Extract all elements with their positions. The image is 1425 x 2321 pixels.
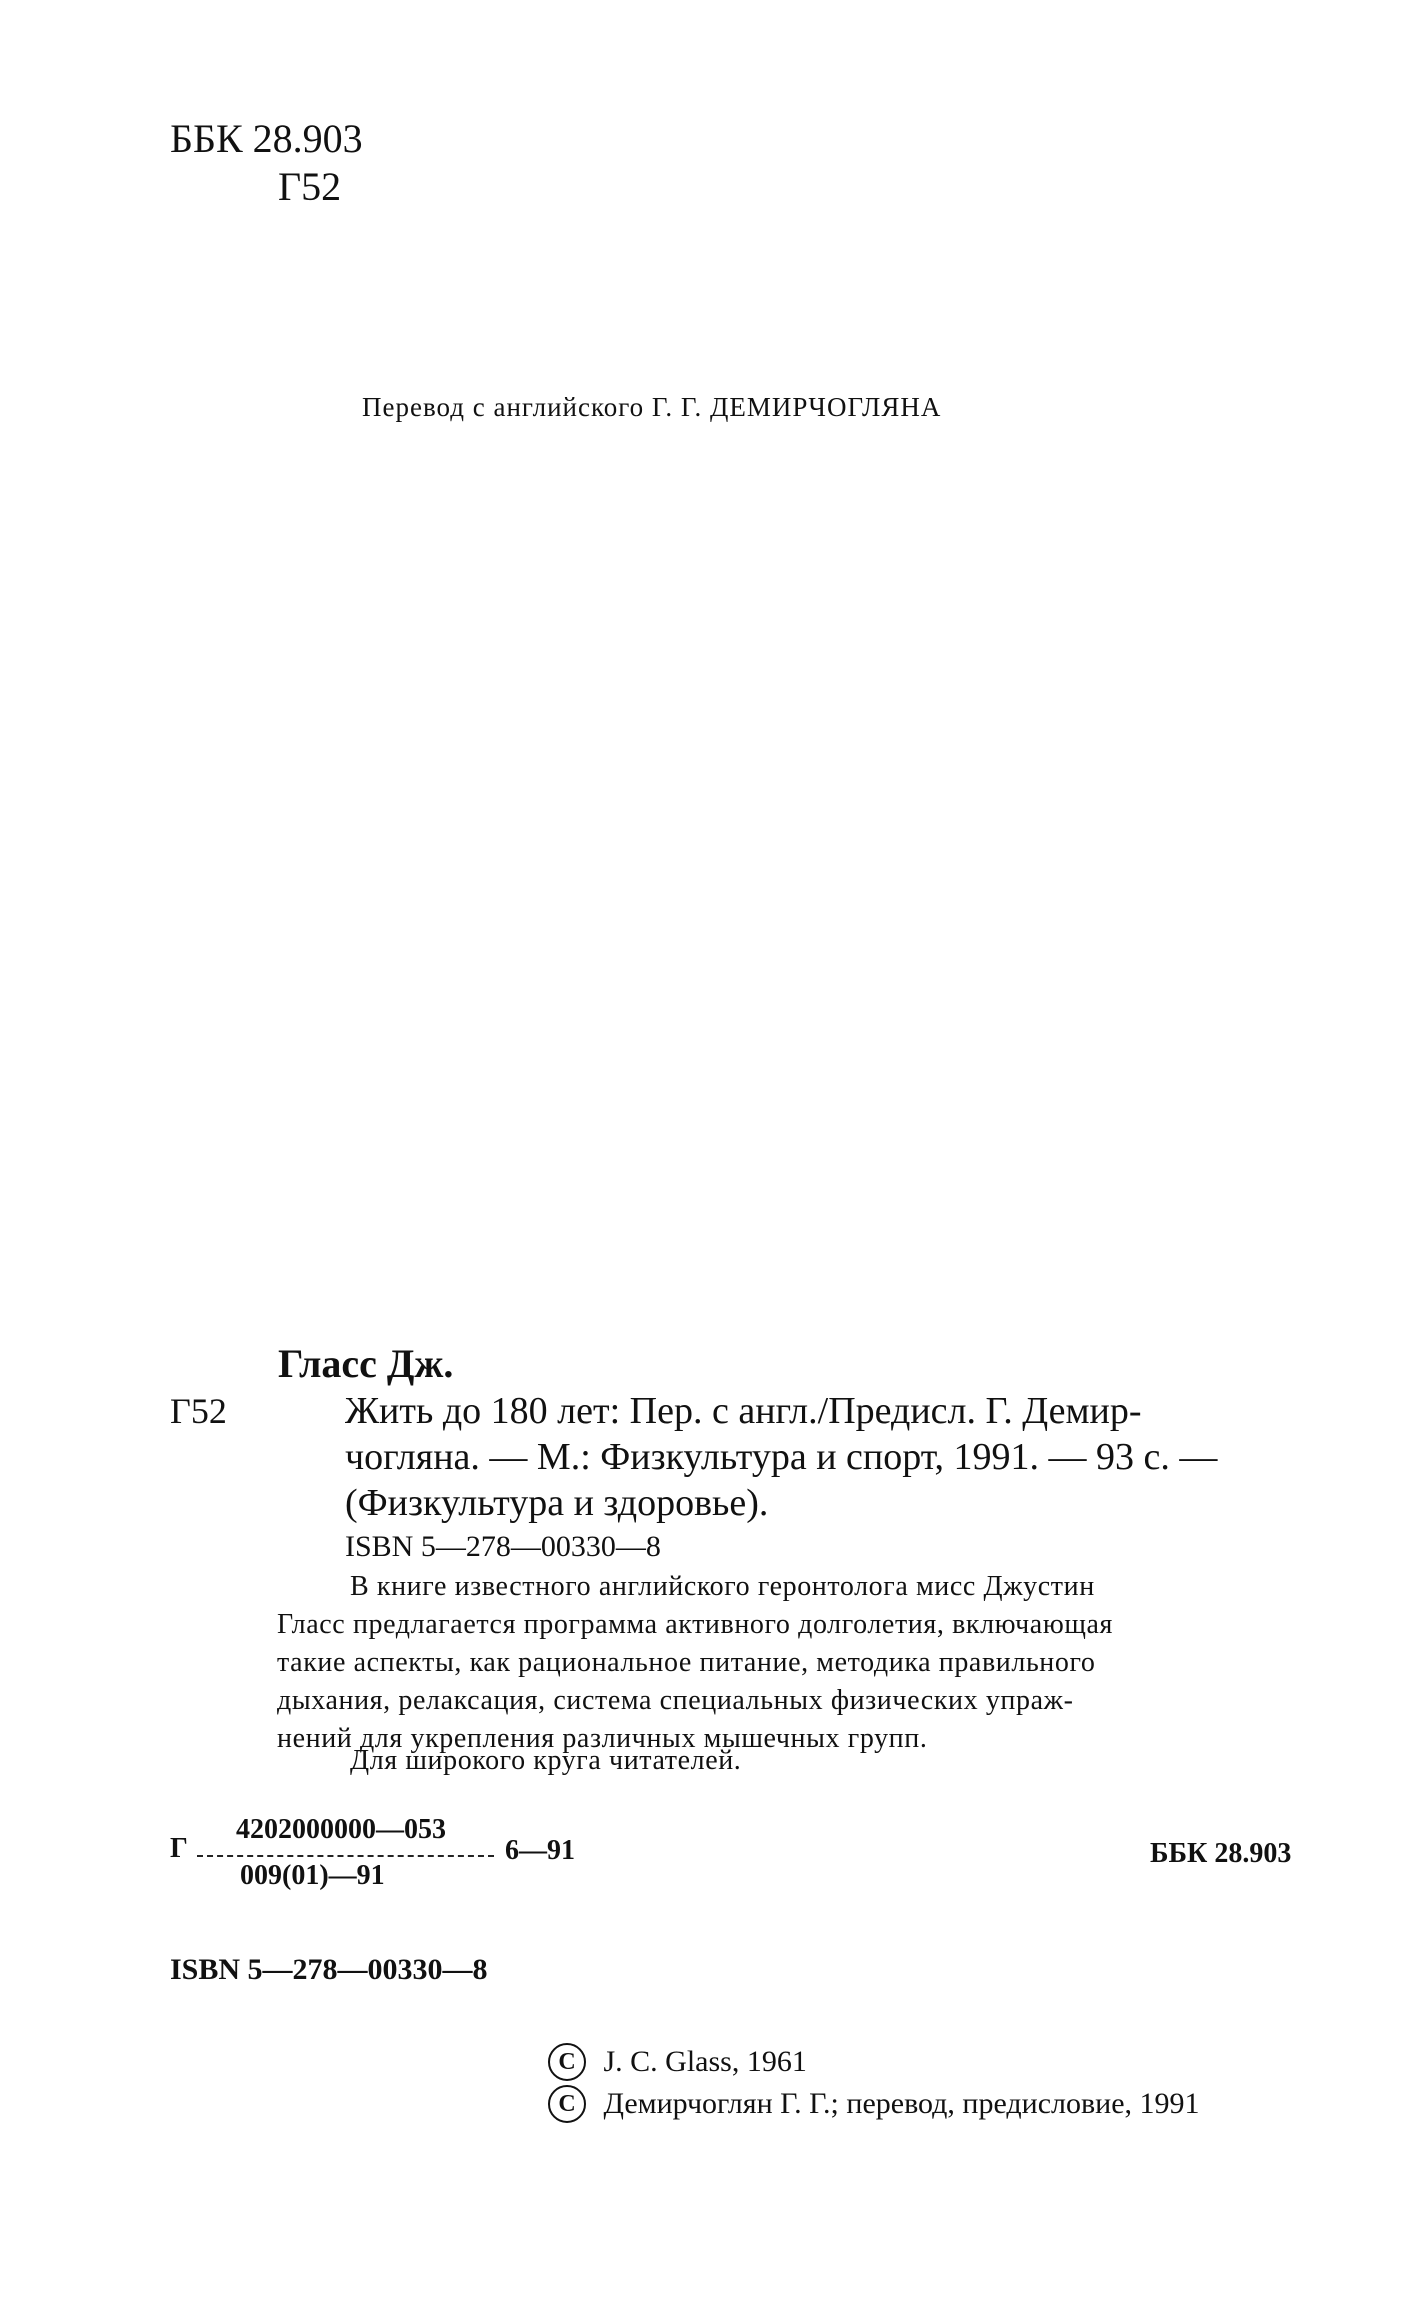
biblio-line: (Физкультура и здоровье).: [345, 1482, 769, 1524]
author-name: Гласс Дж.: [278, 1341, 454, 1386]
annotation-line: нений для укрепления различных мышечных групп.: [277, 1723, 928, 1754]
audience-note: Для широкого круга читателей.: [350, 1745, 742, 1776]
bbk-header: ББК 28.903: [170, 116, 363, 161]
classification-letter: Г: [170, 1833, 188, 1864]
isbn-footer: ISBN 5—278—00330—8: [170, 1953, 488, 1986]
annotation-line: такие аспекты, как рациональное питание, методика правильного: [277, 1647, 1096, 1678]
annotation-line: В книге известного английского геронтолога мисс Джустин: [350, 1571, 1095, 1602]
classification-numerator: 4202000000—053: [236, 1814, 446, 1845]
classification-suffix: 6—91: [505, 1835, 575, 1866]
biblio-line: чогляна. — М.: Физкультура и спорт, 1991. — 93 с. —: [345, 1436, 1218, 1478]
annotation-line: Гласс предлагается программа активного долголетия, включающая: [277, 1609, 1114, 1640]
copyright-icon: C: [548, 2043, 586, 2081]
copyright-icon: C: [548, 2085, 586, 2123]
author-code: Г52: [278, 164, 342, 209]
translator-credit: Перевод с английского Г. Г. ДЕМИРЧОГЛЯНА: [362, 392, 942, 422]
entry-index-code: Г52: [170, 1391, 227, 1431]
copyright-text: J. C. Glass, 1961: [603, 2045, 807, 2079]
annotation: [277, 1568, 1350, 1758]
classification-denominator: 009(01)—91: [240, 1860, 385, 1891]
biblio-line: Жить до 180 лет: Пер. с англ./Предисл. Г. Демир-: [345, 1390, 1142, 1432]
annotation-line: дыхания, релаксация, система специальных физических упраж-: [277, 1685, 1074, 1716]
fraction-divider: [197, 1855, 494, 1857]
copyright-text: Демирчоглян Г. Г.; перевод, предисловие, 1991: [603, 2087, 1200, 2121]
copyright-line-translation: [548, 2085, 1200, 2123]
bibliographic-description: [345, 1388, 1350, 1526]
copyright-line-author: [548, 2043, 807, 2081]
bbk-footer: ББК 28.903: [1150, 1838, 1292, 1869]
isbn-entry: ISBN 5—278—00330—8: [345, 1530, 661, 1563]
